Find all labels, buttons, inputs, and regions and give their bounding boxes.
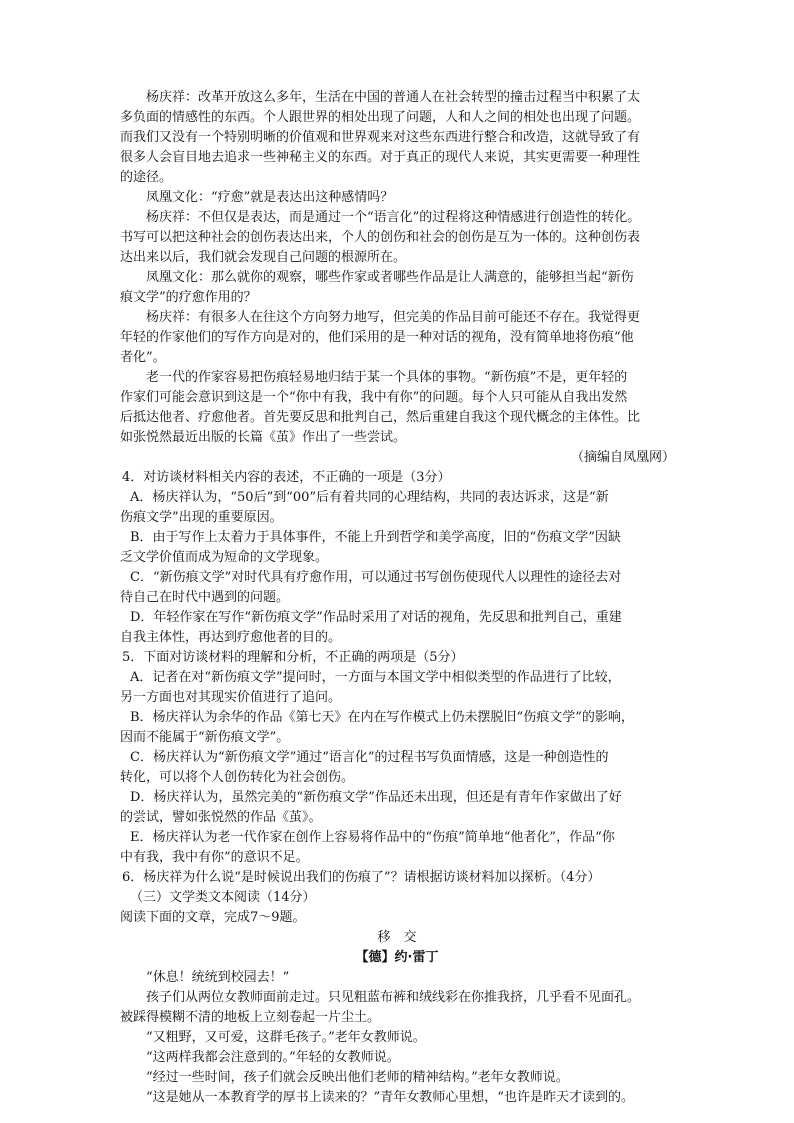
text-line: （三）文学类文本阅读（14分） xyxy=(130,890,316,905)
text-line: 杨庆祥：改革开放这么多年，生活在中国的普通人在社会转型的撞击过程当中积累了太 xyxy=(146,90,641,105)
text-line: “这是她从一本教育学的厚书上读来的？”青年女教师心里想，“也许是昨天才读到的。 xyxy=(146,1090,634,1105)
text-line: “休息！统统到校园去！” xyxy=(146,970,290,985)
text-line: B．杨庆祥认为余华的作品《第七天》在内在写作模式上仍未摆脱旧“伤痕文学”的影响， xyxy=(130,710,634,725)
text-line: 阅读下面的文章，完成7～9题。 xyxy=(120,910,306,925)
text-line: 自我主体性，再达到疗愈他者的目的。 xyxy=(120,630,342,645)
text-line: A．杨庆祥认为，“50后”到“00”后有着共同的心理结构，共同的表达诉求，这是“新 xyxy=(130,490,609,505)
text-line: 痕文学”的疗愈作用的？ xyxy=(120,290,257,305)
text-line: 很多人会盲目地去追求一些神秘主义的东西。对于真正的现代人来说，其实更需要一种理性 xyxy=(120,150,641,165)
text-line: D．杨庆祥认为，虽然完美的“新伤痕文学”作品还未出现，但还是有青年作家做出了好 xyxy=(130,790,622,805)
text-line: 后抵达他者、疗愈他者。首先要反思和批判自己，然后重建自我这个现代概念的主体性。比 xyxy=(120,410,641,425)
text-line: 如张悦然最近出版的长篇《茧》作出了一些尝试。 xyxy=(120,430,407,445)
text-line: 老一代的作家容易把伤痕轻易地归结于某一个具体的事物。“新伤痕”不是，更年轻的 xyxy=(146,370,628,385)
text-line: E．杨庆祥认为老一代作家在创作上容易将作品中的“伤痕”简单地“他者化”，作品“你 xyxy=(130,830,615,845)
text-line: D．年轻作家在写作“新伤痕文学”作品时采用了对话的视角，先反思和批判自己，重建 xyxy=(130,610,622,625)
text-line: “这两样我都会注意到的。”年轻的女教师说。 xyxy=(146,1050,400,1065)
text-line: 孩子们从两位女教师面前走过。只见粗蓝布裤和绒线彩在你推我挤，几乎看不见面孔。 xyxy=(146,990,641,1005)
text-line: 【德】约·雷丁 xyxy=(355,950,439,965)
text-line: 4．对访谈材料相关内容的表述，不正确的一项是（3分） xyxy=(122,470,451,485)
text-line: 杨庆祥：有很多人在往这个方向努力地写，但完美的作品目前可能还不存在。我觉得更 xyxy=(146,310,641,325)
text-line: 凤凰文化：那么就你的观察，哪些作家或者哪些作品是让人满意的，能够担当起“新伤 xyxy=(146,270,634,285)
text-line: 作家们可能会意识到这是一个“你中有我，我中有你”的问题。每个人只可能从自我出发然 xyxy=(120,390,628,405)
text-line: 因而不能属于“新伤痕文学”。 xyxy=(120,730,290,745)
text-line: 另一方面也对其现实价值进行了追问。 xyxy=(120,690,342,705)
text-line: C．杨庆祥认为“新伤痕文学”通过“语言化”的过程书写负面情感，这是一种创造性的 xyxy=(130,750,609,765)
text-line: C．“新伤痕文学”对时代具有疗愈作用，可以通过书写创伤使现代人以理性的途径去对 xyxy=(130,570,622,585)
text-line: 乏文学价值而成为短命的文学现象。 xyxy=(120,550,329,565)
text-line: 年轻的作家他们的写作方向是对的，他们采用的是一种对话的视角，没有简单地将伤痕“他 xyxy=(120,330,634,345)
text-line: B．由于写作上太着力于具体事件，不能上升到哲学和美学高度，旧的“伤痕文学”因缺 xyxy=(130,530,621,545)
text-line: 的尝试，譬如张悦然的作品《茧》。 xyxy=(120,810,322,825)
text-line: 待自己在时代中遇到的问题。 xyxy=(120,590,290,605)
text-line: 多负面的情感性的东西。个人跟世界的相处出现了问题，人和人之间的相处也出现了问题。 xyxy=(120,110,641,125)
text-line: 被踩得模糊不清的地板上立刻卷起一片尘土。 xyxy=(120,1010,381,1025)
text-line: A．记者在对“新伤痕文学”提问时，一方面与本国文学中相似类型的作品进行了比较， xyxy=(130,670,621,685)
text-line: 书写可以把这种社会的创伤表达出来，个人的创伤和社会的创伤是互为一体的。这种创伤表 xyxy=(120,230,641,245)
text-line: 达出来以后，我们就会发现自己问题的根源所在。 xyxy=(120,250,407,265)
text-line: “经过一些时间，孩子们就会反映出他们老师的精神结构。”老年女教师说。 xyxy=(146,1070,569,1085)
text-line: 杨庆祥：不但仅是表达，而是通过一个“语言化”的过程将这种情感进行创造性的转化。 xyxy=(146,210,641,225)
text-line: 中有我，我中有你”的意识不足。 xyxy=(120,850,309,865)
text-line: 的途径。 xyxy=(120,170,173,185)
text-line: 6．杨庆祥为什么说“是时候说出我们的伤痕了”？请根据访谈材料加以探析。（4分） xyxy=(122,870,601,885)
text-line: 凤凰文化：“疗愈”就是表达出这种感情吗？ xyxy=(146,190,394,205)
text-line: 者化”。 xyxy=(120,350,166,365)
text-line: （摘编自凤凰网） xyxy=(570,450,675,465)
text-line: 5．下面对访谈材料的理解和分析，不正确的两项是（5分） xyxy=(122,650,464,665)
text-line: 移 交 xyxy=(377,930,417,945)
text-line: 转化，可以将个人创伤转化为社会创伤。 xyxy=(120,770,355,785)
text-line: 伤痕文学”出现的重要原因。 xyxy=(120,510,283,525)
text-line: 而我们又没有一个特别明晰的价值观和世界观来对这些东西进行整合和改造，这就导致了有 xyxy=(120,130,641,145)
text-line: “又粗野，又可爱，这群毛孩子。”老年女教师说。 xyxy=(146,1030,426,1045)
